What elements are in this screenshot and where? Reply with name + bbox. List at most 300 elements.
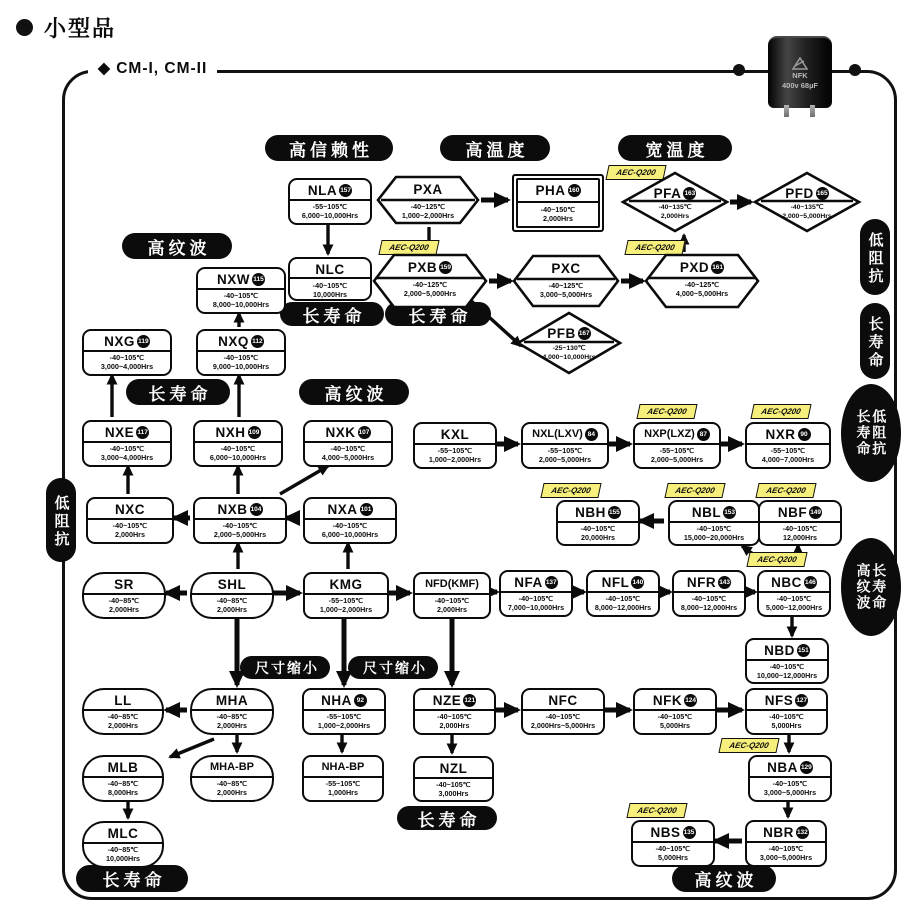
aec-q200-tag: AEC-Q200 — [746, 552, 807, 567]
node-specs — [192, 779, 272, 798]
vertical-label — [841, 384, 901, 482]
page-number-badge: 109 — [248, 426, 261, 439]
series-name: NXG — [104, 333, 135, 349]
node-title — [305, 423, 391, 441]
node-nlc — [288, 257, 372, 301]
node-title — [633, 823, 713, 841]
endurance-hours: 2,000Hrs — [217, 788, 247, 798]
endurance-hours: 20,000Hrs — [581, 533, 615, 543]
node-specs — [633, 844, 713, 863]
category-pill: 尺寸缩小 — [240, 656, 330, 679]
endurance-hours: 3,000~5,000Hrs — [539, 290, 593, 300]
node-specs — [747, 712, 826, 731]
series-name: NFL — [601, 574, 630, 590]
node-title — [760, 503, 840, 521]
page-number-badge: 124 — [684, 694, 697, 707]
node-title — [304, 691, 384, 709]
endurance-hours: 10,000Hrs — [313, 290, 347, 300]
node-title — [674, 573, 744, 591]
node-title — [514, 181, 602, 199]
page-number-badge: 112 — [251, 335, 264, 348]
node-nha-bp — [302, 755, 384, 802]
page-number-badge: 104 — [250, 503, 263, 516]
node-divider — [518, 201, 598, 203]
temp-range: -40~105℃ — [436, 780, 471, 789]
series-name: SR — [114, 576, 134, 592]
endurance-hours: 8,000~12,000Hrs — [680, 603, 738, 613]
node-nxa — [303, 497, 397, 544]
node-nbf — [758, 500, 842, 546]
series-name: NBA — [767, 759, 798, 775]
series-name: NXQ — [218, 333, 249, 349]
endurance-hours: 7,000~10,000Hrs — [507, 603, 565, 613]
node-shl — [190, 572, 274, 619]
node-specs — [192, 596, 272, 615]
node-specs — [305, 521, 395, 540]
node-title — [747, 823, 825, 841]
temp-range: -40~105℃ — [518, 594, 554, 603]
temp-range: -40~85℃ — [107, 712, 139, 721]
node-pfa — [622, 172, 728, 232]
temp-range: -40~105℃ — [220, 444, 256, 453]
node-ll — [82, 688, 164, 735]
page-number-badge: 153 — [723, 506, 736, 519]
page-number-badge: 151 — [797, 644, 810, 657]
category-pill: 高信赖性 — [265, 135, 393, 161]
series-name: KMG — [329, 576, 363, 592]
node-pxc — [514, 255, 618, 307]
temp-range: -40~125℃ — [410, 202, 446, 211]
endurance-hours: 2,000~5,000Hrs — [650, 455, 704, 465]
node-title — [754, 184, 860, 202]
endurance-hours: 6,000~10,000Hrs — [321, 530, 379, 540]
node-specs — [415, 446, 495, 465]
node-specs — [747, 844, 825, 863]
node-nfa — [499, 570, 573, 617]
node-specs — [514, 205, 602, 224]
page-number-badge: 101 — [360, 503, 373, 516]
endurance-hours: 1,000~2,000Hrs — [319, 605, 373, 615]
page-number-badge: 107 — [358, 426, 371, 439]
endurance-hours: 5,000Hrs — [771, 721, 802, 731]
series-name: NXW — [217, 271, 250, 287]
node-specs — [305, 596, 387, 615]
node-title — [192, 758, 272, 776]
node-specs — [760, 524, 840, 543]
endurance-hours: 2,000~5,000Hrs — [782, 212, 832, 220]
series-name: MHA — [215, 692, 249, 708]
series-name: NFS — [764, 692, 794, 708]
endurance-hours: 10,000Hrs — [106, 854, 140, 864]
endurance-hours: 12,000Hrs — [783, 533, 817, 543]
category-pill: 宽温度 — [618, 135, 732, 161]
series-name: PFB — [547, 325, 576, 341]
node-title — [84, 824, 162, 842]
node-mlb — [82, 755, 164, 802]
node-nxe — [82, 420, 172, 467]
aec-q200-tag: AEC-Q200 — [605, 165, 666, 180]
series-name: NXH — [215, 424, 246, 440]
node-specs — [84, 845, 162, 864]
aec-q200-tag: AEC-Q200 — [636, 404, 697, 419]
page-number-badge: 92 — [354, 694, 367, 707]
node-title — [192, 575, 272, 593]
node-title — [514, 259, 618, 277]
node-nxc — [86, 497, 174, 544]
node-title — [635, 425, 719, 443]
node-pxa — [378, 176, 478, 224]
node-nxp — [633, 422, 721, 469]
node-specs — [84, 779, 162, 798]
series-name: MLB — [107, 759, 139, 775]
node-specs — [84, 353, 170, 372]
node-nbs — [631, 820, 715, 867]
temp-range: -25~130℃ — [552, 345, 586, 352]
series-name: NXA — [327, 501, 358, 517]
aec-q200-tag: AEC-Q200 — [755, 483, 816, 498]
node-title — [374, 258, 486, 276]
node-nfr — [672, 570, 746, 617]
node-kmg — [303, 572, 389, 619]
node-sr — [82, 572, 166, 619]
node-nbr — [745, 820, 827, 867]
temp-range: -40~105℃ — [434, 596, 470, 605]
temp-range: -55~105℃ — [325, 779, 361, 788]
node-title — [192, 691, 272, 709]
node-specs — [378, 202, 478, 221]
node-nzl — [413, 756, 494, 802]
temp-range: -40~105℃ — [769, 662, 805, 671]
temp-range: -40~135℃ — [658, 204, 692, 211]
node-title — [195, 423, 281, 441]
node-title — [759, 573, 829, 591]
node-specs — [374, 280, 486, 299]
endurance-hours: 2,000Hrs — [217, 605, 247, 615]
endurance-hours: 6,000~10,000Hrs — [301, 211, 359, 221]
page-number-badge: 159 — [439, 261, 452, 274]
node-specs — [635, 712, 715, 731]
node-nxh — [193, 420, 283, 467]
node-specs — [304, 779, 382, 798]
node-title — [501, 573, 571, 591]
series-name: PXC — [551, 260, 581, 276]
node-specs — [290, 202, 370, 221]
node-title — [747, 641, 827, 659]
node-nxq — [196, 329, 286, 376]
node-specs — [747, 446, 829, 465]
vertical-label-text: 低阻抗 — [866, 231, 884, 286]
category-pill: 高纹波 — [672, 865, 776, 892]
vertical-label-text: 低阻抗 — [871, 409, 888, 457]
node-title — [523, 691, 603, 709]
page-number-badge: 137 — [545, 576, 558, 589]
node-title — [670, 503, 758, 521]
page-number-badge: 146 — [804, 576, 817, 589]
node-title — [523, 425, 607, 443]
node-nxb — [193, 497, 287, 544]
node-title — [304, 758, 382, 776]
node-title — [415, 575, 489, 593]
node-mlc — [82, 821, 164, 868]
endurance-hours: 3,000~5,000Hrs — [763, 788, 817, 798]
node-title — [84, 575, 164, 593]
series-name: NZL — [439, 760, 468, 776]
temp-range: -40~105℃ — [109, 444, 145, 453]
node-nfs — [745, 688, 828, 735]
aec-q200-tag: AEC-Q200 — [664, 483, 725, 498]
endurance-hours: 6,000~10,000Hrs — [209, 453, 267, 463]
node-pxd — [646, 254, 758, 308]
node-title — [84, 332, 170, 350]
node-nfk — [633, 688, 717, 735]
node-specs — [523, 712, 603, 731]
category-pill: 长寿命 — [397, 806, 497, 830]
series-name: NZE — [432, 692, 462, 708]
series-name: NXL(LXV) — [532, 428, 583, 440]
node-pxb — [374, 254, 486, 308]
temp-range: -40~105℃ — [223, 291, 259, 300]
endurance-hours: 5,000~12,000Hrs — [765, 603, 823, 613]
page-number-badge: 119 — [137, 335, 150, 348]
node-specs — [304, 712, 384, 731]
series-name: MLC — [107, 825, 139, 841]
node-specs — [198, 353, 284, 372]
endurance-hours: 8,000~10,000Hrs — [212, 300, 270, 310]
series-name: NXP(LXZ) — [644, 428, 695, 440]
temp-range: -40~85℃ — [108, 596, 140, 605]
temp-range: -55~105℃ — [659, 446, 695, 455]
node-specs — [674, 594, 744, 613]
vertical-label-text: 长寿命 — [871, 563, 888, 611]
category-pill: 长寿命 — [126, 379, 230, 405]
node-pfb — [517, 312, 621, 374]
endurance-hours: 5,000Hrs — [658, 853, 688, 863]
temp-range: -40~105℃ — [437, 712, 472, 721]
series-name: NXB — [217, 501, 248, 517]
category-pill: 尺寸缩小 — [348, 656, 438, 679]
page-number-badge: 90 — [798, 428, 811, 441]
node-specs — [84, 444, 170, 463]
node-title — [517, 324, 621, 342]
page-number-badge: 165 — [816, 187, 829, 200]
node-specs — [192, 712, 272, 731]
page-number-badge: 135 — [683, 826, 696, 839]
endurance-hours: 15,000~20,000Hrs — [683, 533, 745, 543]
page-number-badge: 132 — [796, 826, 809, 839]
node-nxl — [521, 422, 609, 469]
endurance-hours: 1,000Hrs — [328, 788, 358, 798]
endurance-hours: 9,000~10,000Hrs — [212, 362, 270, 372]
series-name: NFC — [548, 692, 578, 708]
endurance-hours: 1,000~2,000Hrs — [317, 721, 371, 731]
series-name: NFD(KMF) — [425, 578, 479, 590]
endurance-hours: 8,000~12,000Hrs — [594, 603, 652, 613]
node-title — [635, 691, 715, 709]
endurance-hours: 4,000~5,000Hrs — [321, 453, 375, 463]
vertical-label-text: 低阻抗 — [52, 494, 70, 549]
temp-range: -40~105℃ — [330, 444, 366, 453]
series-name: NBC — [771, 574, 802, 590]
endurance-hours: 2,000Hrs — [439, 721, 470, 731]
node-specs — [558, 524, 638, 543]
node-pha — [512, 174, 604, 232]
endurance-hours: 2,000Hrs — [660, 212, 690, 220]
endurance-hours: 2,000~5,000Hrs — [213, 530, 267, 540]
page-number-badge: 167 — [578, 327, 591, 340]
temp-range: -55~105℃ — [312, 202, 348, 211]
series-name: NBH — [575, 504, 606, 520]
node-nbh — [556, 500, 640, 546]
series-name: PXD — [679, 259, 710, 275]
temp-range: -40~125℃ — [412, 280, 448, 289]
node-specs — [195, 521, 285, 540]
endurance-hours: 2,000~5,000Hrs — [403, 289, 457, 299]
temp-range: -40~105℃ — [655, 844, 691, 853]
page-number-badge: 115 — [252, 273, 265, 286]
node-specs — [646, 280, 758, 299]
temp-range: -40~105℃ — [772, 779, 808, 788]
node-specs — [501, 594, 571, 613]
temp-range: -55~105℃ — [547, 446, 583, 455]
node-title — [198, 270, 284, 288]
vertical-label — [46, 478, 76, 562]
series-name: NHA-BP — [321, 761, 365, 773]
node-kxl — [413, 422, 497, 469]
node-title — [84, 691, 162, 709]
node-title — [195, 500, 285, 518]
temp-range: -40~105℃ — [223, 353, 259, 362]
node-specs — [514, 281, 618, 300]
node-specs — [290, 281, 370, 300]
capacitor-rating-text: 400v 68µF — [781, 80, 818, 90]
temp-range: -40~85℃ — [216, 596, 248, 605]
series-name: NLA — [307, 182, 338, 198]
node-title — [646, 258, 758, 276]
category-pill: 高纹波 — [122, 233, 232, 259]
series-name: PHA — [535, 182, 566, 198]
temp-range: -40~105℃ — [112, 521, 148, 530]
temp-range: -40~105℃ — [776, 594, 812, 603]
series-name: NBL — [691, 504, 722, 520]
temp-range: -40~105℃ — [696, 524, 732, 533]
series-name: MHA-BP — [210, 761, 254, 773]
endurance-hours: 4,000~7,000Hrs — [761, 455, 815, 465]
endurance-hours: 10,000~12,000Hrs — [756, 671, 818, 681]
series-name: LL — [114, 692, 132, 708]
endurance-hours: 2,000Hrs — [543, 214, 573, 224]
aec-q200-tag: AEC-Q200 — [540, 483, 601, 498]
vertical-label-text: 长寿命 — [866, 315, 884, 370]
aec-q200-tag: AEC-Q200 — [626, 803, 687, 818]
endurance-hours: 3,000~4,000Hrs — [100, 362, 154, 372]
page-number-badge: 155 — [608, 506, 621, 519]
series-name: NHA — [321, 692, 352, 708]
node-specs — [84, 596, 164, 615]
series-name: NBD — [764, 642, 795, 658]
node-nxk — [303, 420, 393, 467]
node-nfd — [413, 572, 491, 619]
node-nla — [288, 178, 372, 225]
temp-range: -40~105℃ — [332, 521, 368, 530]
node-title — [88, 500, 172, 518]
temp-range: -40~105℃ — [769, 712, 804, 721]
aec-q200-tag: AEC-Q200 — [750, 404, 811, 419]
node-nbd — [745, 638, 829, 684]
page-number-badge: 140 — [631, 576, 644, 589]
node-nbl — [668, 500, 760, 546]
endurance-hours: 5,000Hrs — [660, 721, 690, 731]
endurance-hours: 2,000Hrs~5,000Hrs — [530, 721, 596, 731]
page-number-badge: 161 — [711, 261, 724, 274]
temp-range: -40~105℃ — [782, 524, 818, 533]
vertical-label-text: 长寿命 — [855, 409, 872, 457]
node-title — [747, 691, 826, 709]
node-nfl — [586, 570, 660, 617]
node-specs — [635, 446, 719, 465]
node-specs — [198, 291, 284, 310]
frame-label: ◆ CM-I, CM-II — [88, 59, 217, 78]
node-specs — [415, 780, 492, 799]
node-specs — [195, 444, 281, 463]
node-title — [290, 181, 370, 199]
category-pill: 长寿命 — [76, 865, 188, 892]
temp-range: -40~105℃ — [580, 524, 616, 533]
series-name: NLC — [315, 261, 345, 277]
aec-q200-tag: AEC-Q200 — [624, 240, 685, 255]
temp-range: -55~105℃ — [328, 596, 364, 605]
series-name: NFA — [514, 574, 543, 590]
node-specs — [750, 779, 830, 798]
temp-range: -55~105℃ — [326, 712, 362, 721]
node-specs — [415, 596, 489, 615]
endurance-hours: 2,000~5,000Hrs — [538, 455, 592, 465]
node-specs — [415, 712, 494, 731]
page-number-badge: 160 — [568, 184, 581, 197]
series-name: KXL — [440, 426, 470, 442]
series-name: PFA — [653, 185, 682, 201]
endurance-hours: 1,000~2,000Hrs — [428, 455, 482, 465]
temp-range: -40~85℃ — [107, 779, 139, 788]
series-name: NBS — [650, 824, 681, 840]
node-specs — [747, 662, 827, 681]
node-specs — [305, 444, 391, 463]
flow-arrow — [170, 739, 214, 757]
series-name: NXE — [104, 424, 135, 440]
series-name: NXK — [325, 424, 356, 440]
page-number-badge: 163 — [683, 187, 696, 200]
temp-range: -55~105℃ — [437, 446, 473, 455]
page-number-badge: 84 — [585, 428, 598, 441]
capacitor-series-text: NFK — [792, 70, 808, 80]
node-title — [415, 425, 495, 443]
node-mha — [190, 688, 274, 735]
node-title — [198, 332, 284, 350]
vertical-label — [841, 538, 901, 636]
page-number-badge: 143 — [718, 576, 731, 589]
page-number-badge: 117 — [136, 426, 149, 439]
temp-range: -40~105℃ — [605, 594, 641, 603]
node-specs — [754, 204, 860, 222]
node-title — [378, 180, 478, 198]
series-name: PFD — [785, 185, 814, 201]
node-title — [305, 575, 387, 593]
temp-range: -40~125℃ — [684, 280, 720, 289]
node-specs — [84, 712, 162, 731]
temp-range: -40~105℃ — [657, 712, 693, 721]
flow-arrow — [280, 466, 328, 494]
series-name: PXB — [407, 259, 438, 275]
node-nba — [748, 755, 832, 802]
